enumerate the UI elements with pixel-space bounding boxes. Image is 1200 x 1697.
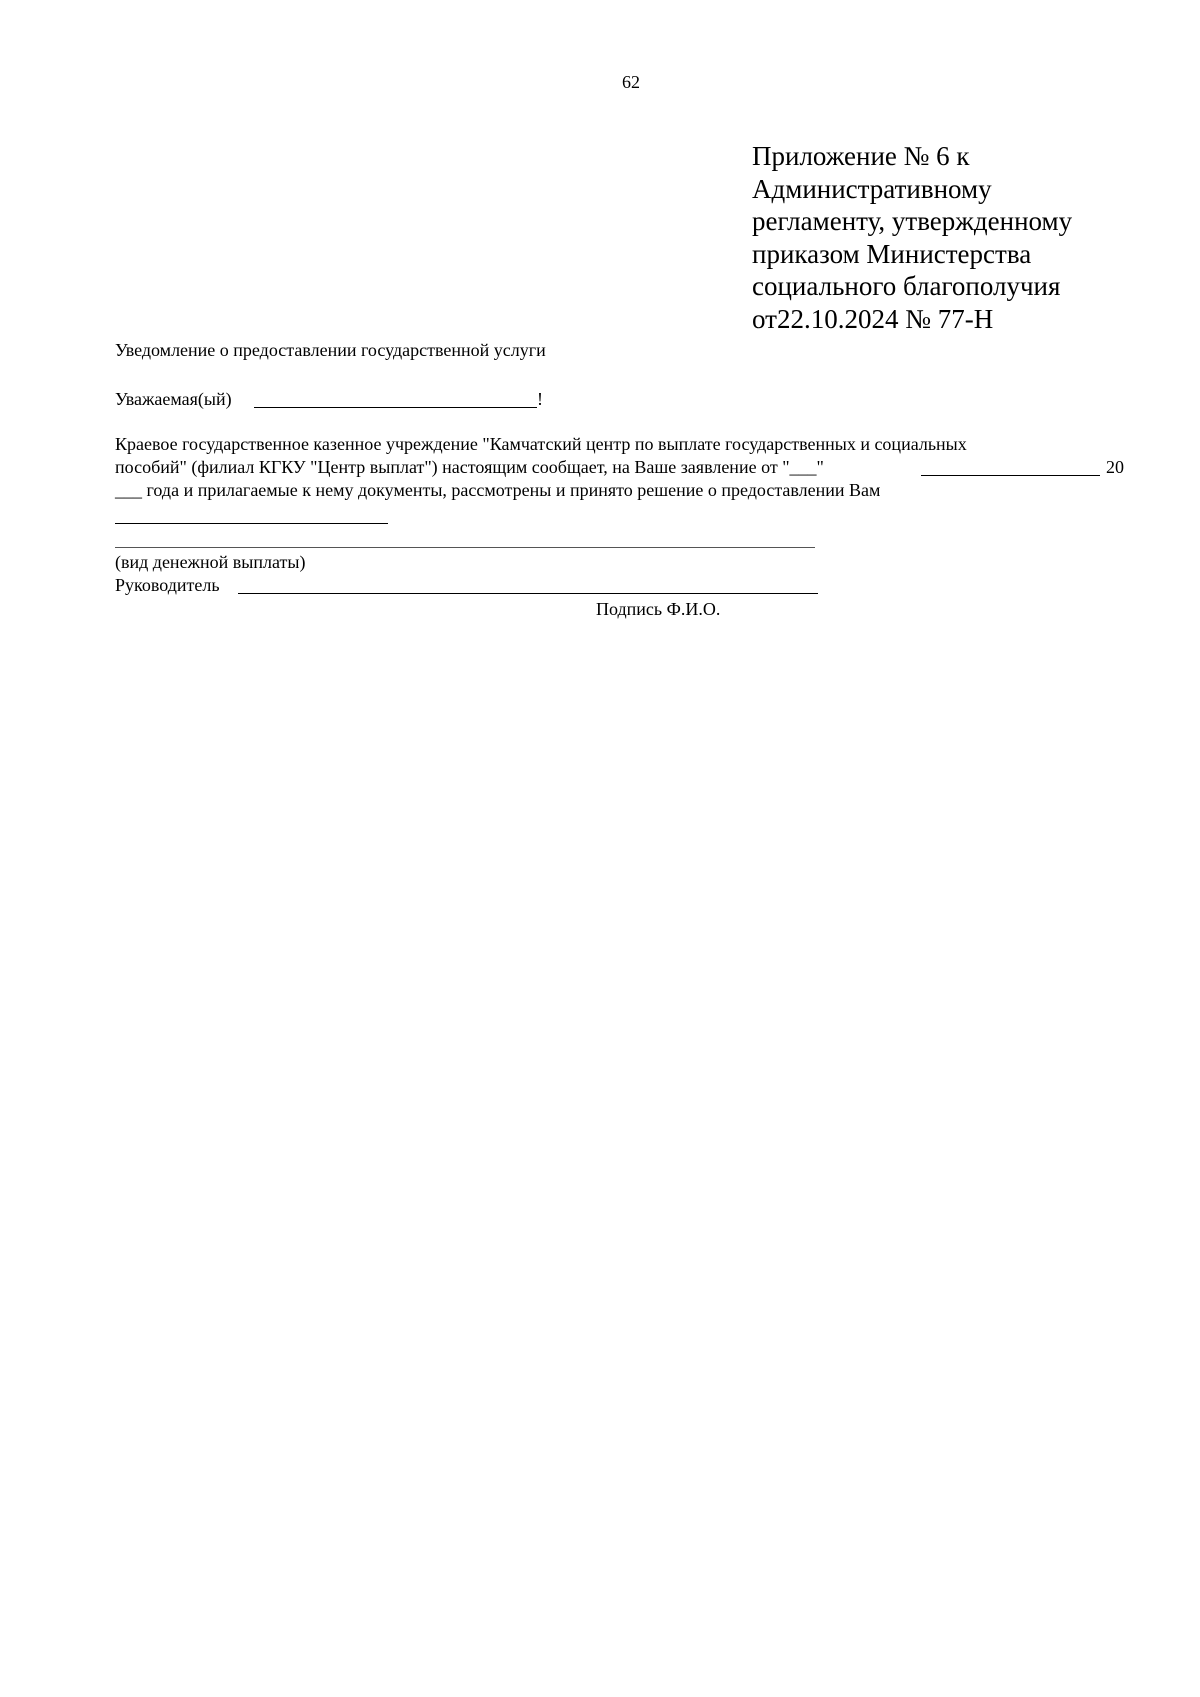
paragraph-line-3: ___ года и прилагаемые к нему документы, рассмотрены и принято решение о предоставлении Вам bbox=[115, 480, 881, 500]
greeting-label: Уважаемая(ый) bbox=[115, 389, 232, 409]
appendix-line: приказом Министерства bbox=[752, 238, 1032, 269]
paragraph-line-1: Краевое государственное казенное учреждение "Камчатский центр по выплате государственных и социальных bbox=[115, 434, 967, 454]
payment-blank-long bbox=[115, 547, 815, 548]
signature-caption: Подпись Ф.И.О. bbox=[596, 599, 721, 619]
application-month-blank bbox=[921, 475, 1100, 476]
recipient-name-blank bbox=[254, 407, 537, 408]
signature-blank bbox=[238, 593, 818, 594]
appendix-line: Приложение № 6 к bbox=[752, 141, 970, 171]
appendix-line: социального благополучия bbox=[752, 271, 1061, 301]
appendix-line: от22.10.2024 № 77-Н bbox=[752, 303, 994, 334]
head-label: Руководитель bbox=[115, 575, 220, 595]
paragraph-line-2-year: 20 bbox=[1106, 457, 1124, 477]
appendix-block bbox=[752, 140, 1172, 335]
greeting-end: ! bbox=[537, 389, 543, 409]
payment-type-caption: (вид денежной выплаты) bbox=[115, 552, 306, 572]
page-number: 62 bbox=[622, 72, 640, 92]
appendix-line: Административному bbox=[752, 173, 992, 204]
notice-title: Уведомление о предоставлении государственной услуги bbox=[115, 340, 546, 360]
appendix-line: регламенту, утвержденному bbox=[752, 206, 1073, 236]
paragraph-line-2: пособий" (филиал КГКУ "Центр выплат") настоящим сообщает, на Ваше заявление от "___" bbox=[115, 457, 824, 477]
payment-blank-short bbox=[115, 523, 388, 524]
